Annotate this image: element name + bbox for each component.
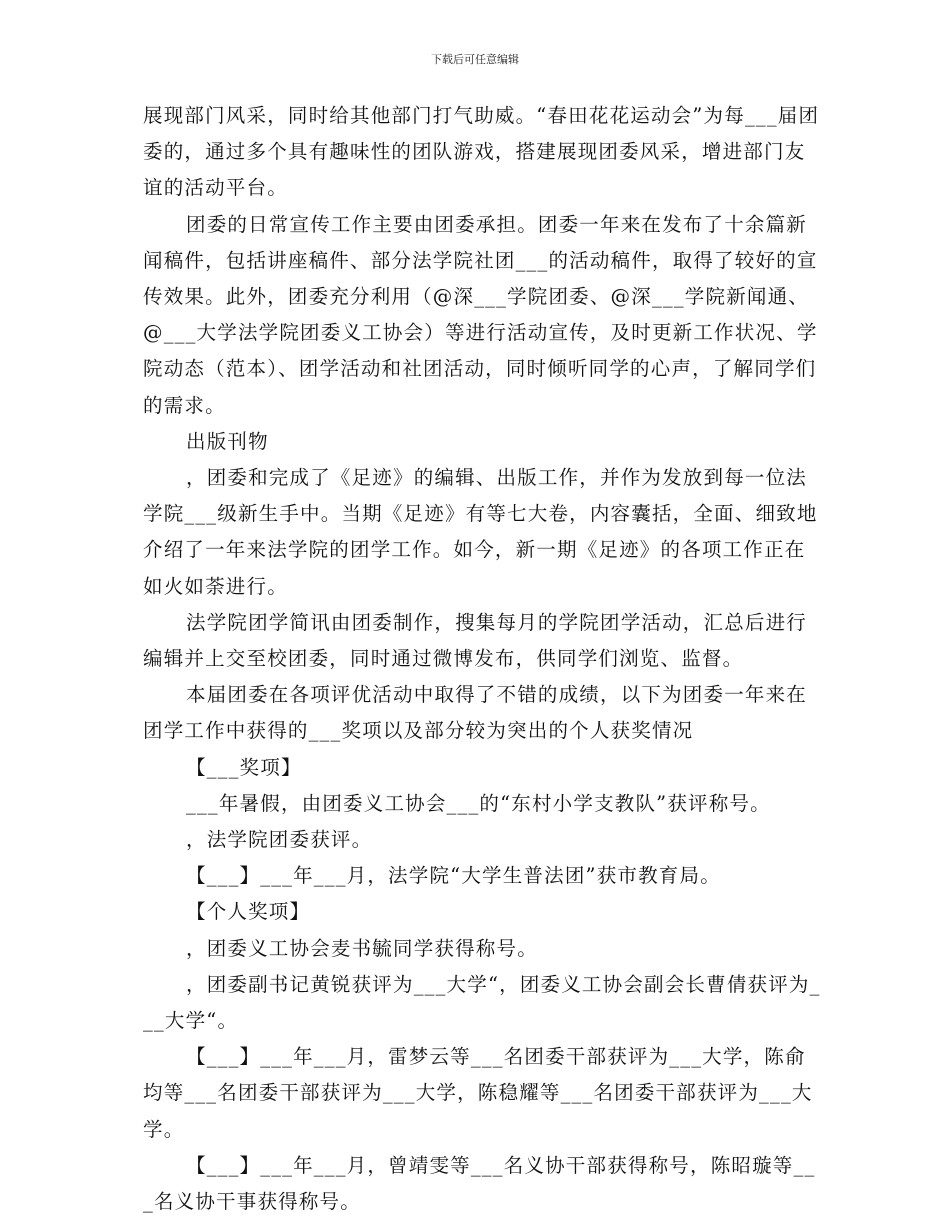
- paragraph-8: ___年暑假，由团委义工协会___的“东村小学支教队”获评称号。: [186, 791, 771, 815]
- paragraph-9: ，法学院团委获评。: [186, 828, 373, 852]
- paragraph-10: 【___】___年___月，法学院“大学生普法团”获市教育局。: [186, 864, 721, 888]
- paragraph-14: 【___】___年___月，雷梦云等___名团委干部获评为___大学，陈俞均等___名团委干部获评为___大学，陈稳耀等___名团委干部获评为___大学。: [143, 1045, 813, 1141]
- paragraph-1: 展现部门风采，同时给其他部门打气助威。“春田花花运动会”为每___届团委的，通过多个具有趣味性的团队游戏，搭建展现团委风采，增进部门友谊的活动平台。: [143, 104, 820, 200]
- paragraph-2: 团委的日常宣传工作主要由团委承担。团委一年来在发布了十余篇新闻稿件，包括讲座稿件、部分法学院社团___的活动稿件，取得了较好的宣传效果。此外，团委充分利用（@深___学院团委、@深___学院新闻通、@___大学法学院团委义工协会）等进行活动宣传，及时更新工作状况、学院动态（范本）、团学活动和社团活动，同时倾听同学的心声，了解同学们的需求。: [143, 212, 818, 417]
- paragraph-5: 法学院团学简讯由团委制作，搜集每月的学院团学活动，汇总后进行编辑并上交至校团委，同时通过微博发布，供同学们浏览、监督。: [143, 610, 808, 671]
- document-body: [143, 98, 823, 1220]
- page-header: 下载后可任意编辑: [431, 53, 519, 66]
- paragraph-3: 出版刊物: [186, 429, 269, 453]
- paragraph-4: ，团委和完成了《足迹》的编辑、出版工作，并作为发放到每一位法学院___级新生手中。当期《足迹》有等七大卷，内容囊括，全面、细致地介绍了一年来法学院的团学工作。如今，新一期《足迹》的各项工作正在如火如荼进行。: [143, 466, 818, 598]
- paragraph-6: 本届团委在各项评优活动中取得了不错的成绩，以下为团委一年来在团学工作中获得的___奖项以及部分较为突出的个人获奖情况: [143, 683, 808, 743]
- paragraph-11: 【个人奖项】: [186, 900, 311, 924]
- paragraph-13: ，团委副书记黄锐获评为___大学“，团委义工协会副会长曹倩获评为___大学“。: [143, 972, 821, 1033]
- paragraph-12: ，团委义工协会麦书毓同学获得称号。: [186, 936, 538, 960]
- paragraph-7: 【___奖项】: [186, 755, 302, 779]
- paragraph-15: 【___】___年___月，曾靖雯等___名义协干部获得称号，陈昭璇等___名义协干事获得称号。: [143, 1153, 816, 1214]
